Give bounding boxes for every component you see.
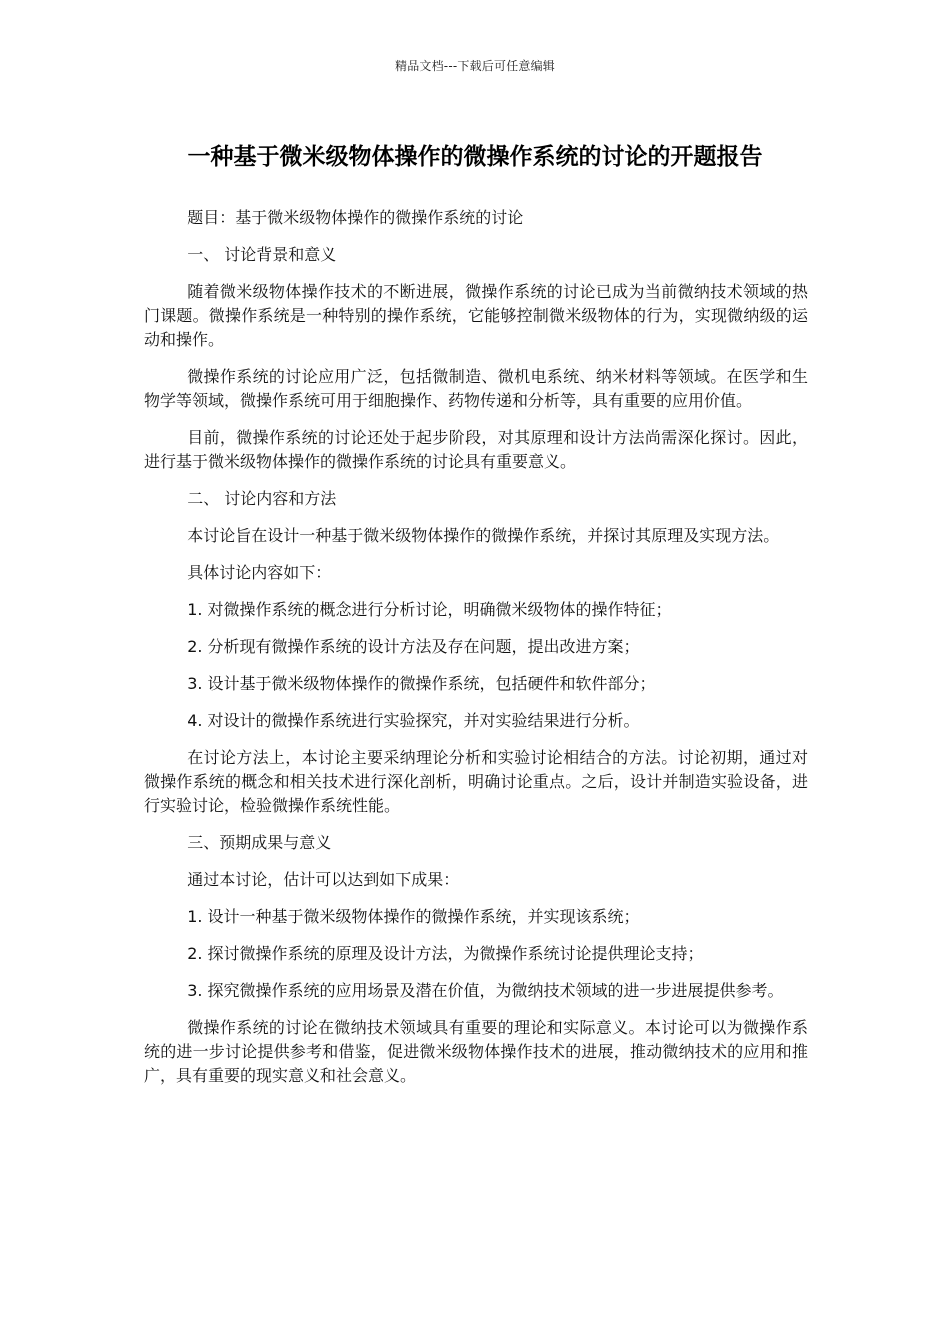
body-paragraph: 通过本讨论，估计可以达到如下成果：: [187, 870, 460, 889]
document-body: [144, 206, 808, 1101]
body-paragraph: 在讨论方法上，本讨论主要采纳理论分析和实验讨论相结合的方法。讨论初期，通过对微操作系统的概念和相关技术进行深化剖析，明确讨论重点。之后，设计并制造实验设备，进行实验讨论，检验微操作系统性能。: [144, 748, 808, 815]
section-heading-background: 一、 讨论背景和意义: [187, 245, 337, 264]
list-item: 2. 探讨微操作系统的原理及设计方法，为微操作系统讨论提供理论支持；: [187, 944, 704, 963]
list-item: 3. 设计基于微米级物体操作的微操作系统，包括硬件和软件部分；: [187, 674, 656, 693]
body-paragraph: 本讨论旨在设计一种基于微米级物体操作的微操作系统，并探讨其原理及实现方法。: [187, 526, 780, 545]
document-title: 一种基于微米级物体操作的微操作系统的讨论的开题报告: [187, 144, 763, 170]
body-paragraph: 微操作系统的讨论在微纳技术领域具有重要的理论和实际意义。本讨论可以为微操作系统的进一步讨论提供参考和借鉴，促进微米级物体操作技术的进展，推动微纳技术的应用和推广，具有重要的现实意义和社会意义。: [144, 1018, 808, 1085]
list-item: 1. 对微操作系统的概念进行分析讨论，明确微米级物体的操作特征；: [187, 600, 672, 619]
section-heading-outcomes: 三、预期成果与意义: [187, 833, 332, 852]
body-paragraph: 目前，微操作系统的讨论还处于起步阶段，对其原理和设计方法尚需深化探讨。因此，进行基于微米级物体操作的微操作系统的讨论具有重要意义。: [144, 428, 808, 471]
list-item: 2. 分析现有微操作系统的设计方法及存在问题，提出改进方案；: [187, 637, 640, 656]
section-heading-content-methods: 二、 讨论内容和方法: [187, 489, 337, 508]
body-paragraph: 具体讨论内容如下：: [187, 563, 332, 582]
body-paragraph: 微操作系统的讨论应用广泛，包括微制造、微机电系统、纳米材料等领域。在医学和生物学等领域，微操作系统可用于细胞操作、药物传递和分析等，具有重要的应用价值。: [144, 367, 808, 410]
list-item: 3. 探究微操作系统的应用场景及潜在价值，为微纳技术领域的进一步进展提供参考。: [187, 981, 784, 1000]
list-item: 1. 设计一种基于微米级物体操作的微操作系统，并实现该系统；: [187, 907, 640, 926]
body-paragraph: 随着微米级物体操作技术的不断进展，微操作系统的讨论已成为当前微纳技术领域的热门课题。微操作系统是一种特别的操作系统，它能够控制微米级物体的行为，实现微纳级的运动和操作。: [144, 282, 808, 349]
header-note: 精品文档---下载后可任意编辑: [395, 59, 555, 73]
list-item: 4. 对设计的微操作系统进行实验探究，并对实验结果进行分析。: [187, 711, 640, 730]
subject-line: 题目：基于微米级物体操作的微操作系统的讨论: [187, 208, 524, 227]
